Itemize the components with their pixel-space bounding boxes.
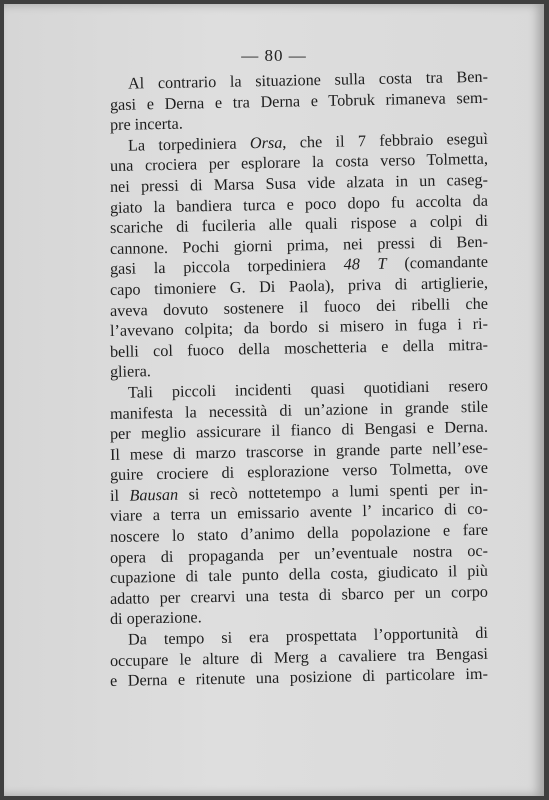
text-line: gliera.	[109, 362, 152, 382]
text-line: il Bausan si recò nottetempo a lumi spenti per in-	[109, 479, 489, 505]
text-line: gasi la piccola torpediniera 48 T (comandante	[109, 253, 489, 279]
text-line: occupare le alture di Merg a cavaliere tra Bengasi	[109, 644, 489, 670]
text-line: Il mese di marzo trascorse in grande parte nell’ese-	[109, 438, 489, 464]
text-line: opera di propaganda per un’eventuale nostra oc-	[109, 541, 489, 567]
text-line: scariche di fucileria alle quali rispose a colpi di	[109, 211, 489, 238]
text-line: belli col fuoco della moschetteria e della mitra-	[109, 335, 489, 361]
text-line: viare a terra un emissario avente l’ incarico di co-	[109, 500, 489, 526]
text-line: manifesta la necessità di un’azione in grande stile	[109, 397, 489, 423]
text-line: cannone. Pochi giorni prima, nei pressi di Ben-	[109, 232, 489, 258]
text-line: La torpediniera Orsa, che il 7 febbraio eseguì	[127, 129, 489, 155]
body-text	[109, 67, 489, 692]
text-line: capo timoniere G. Di Paola), priva di artiglierie,	[109, 273, 489, 299]
text-line: e Derna e ritenute una posizione di particolare im-	[109, 664, 489, 691]
text-line: di operazione.	[109, 608, 202, 629]
text-line: giato la bandiera turca e poco dopo fu accolta da	[109, 191, 489, 217]
text-line: per meglio assicurare il fianco di Bengasi e Derna.	[109, 417, 489, 444]
text-line: guire crociere di esplorazione verso Tolmetta, ove	[109, 459, 489, 485]
text-line: l’avevano colpita; da bordo si misero in fuga i ri-	[109, 314, 489, 341]
text-line: Tali piccoli incidenti quasi quotidiani resero	[127, 376, 489, 402]
text-line: noscere lo stato d’animo della popolazione e fare	[109, 520, 489, 547]
text-line: cupazione di tale punto della costa, giudicato il più	[109, 561, 489, 588]
text-line: Da tempo si era prospettata l’opportunità di	[127, 623, 489, 649]
text-line: gasi e Derna e tra Derna e Tobruk rimaneva sem-	[109, 88, 489, 114]
text-line: una crociera per esplorare la costa verso Tolmetta,	[109, 150, 489, 176]
text-line: pre incerta.	[109, 114, 183, 135]
text-line: adatto per crearvi una testa di sbarco per un corpo	[109, 582, 489, 608]
text-line: nei pressi di Marsa Susa vide alzata in un caseg-	[109, 170, 489, 196]
text-line: Al contrario la situazione sulla costa tra Ben-	[127, 67, 489, 93]
page-number: — 80 —	[241, 46, 307, 65]
book-page	[4, 4, 544, 796]
text-line: aveva dovuto sostenere il fuoco dei ribelli che	[109, 294, 489, 320]
